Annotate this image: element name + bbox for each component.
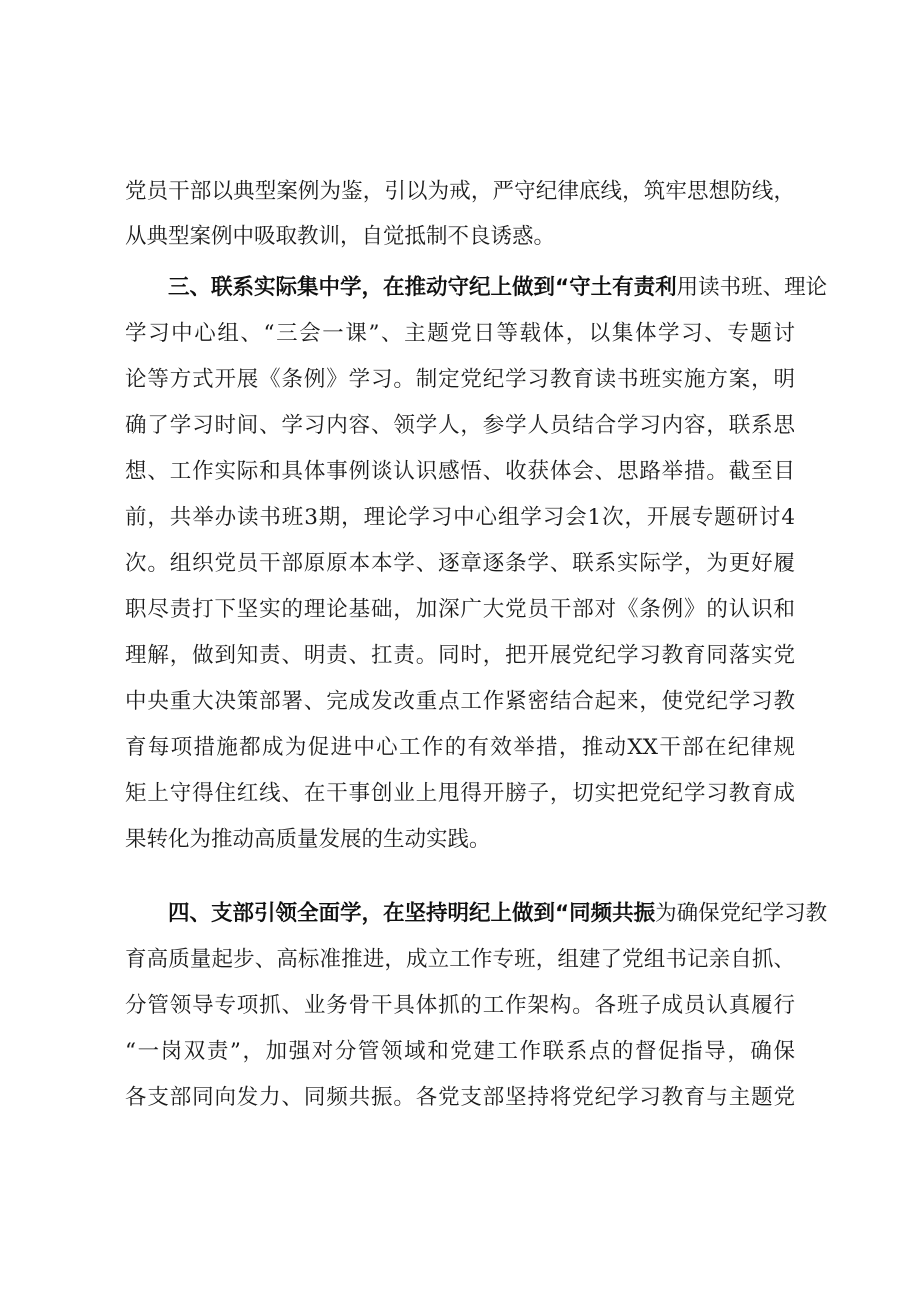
section4-line: 分管领导专项抓、业务骨干具体抓的工作架构。各班子成员认真履行 xyxy=(125,993,795,1018)
section3-line: 学习中心组、“三会一课”、主题党日等载体，以集体学习、专题讨 xyxy=(125,321,795,346)
section4-first-line-rest: 为确保党纪学习教 xyxy=(655,901,828,926)
section3-line: 论等方式开展《条例》学习。制定党纪学习教育读书班实施方案，明 xyxy=(125,367,795,392)
section3-line: 想、工作实际和具体事例谈认识感悟、收获体会、思路举措。截至目 xyxy=(125,459,795,484)
section3-line: 确了学习时间、学习内容、领学人，参学人员结合学习内容，联系思 xyxy=(125,413,795,438)
intro-line-1: 党员干部以典型案例为鉴，引以为戒，严守纪律底线，筑牢思想防线， xyxy=(125,179,795,204)
section3-line: 矩上守得住红线、在干事创业上甩得开膀子，切实把党纪学习教育成 xyxy=(125,781,795,806)
section3-first-line xyxy=(168,268,828,308)
section4-line: 育高质量起步、高标准推进，成立工作专班，组建了党组书记亲自抓、 xyxy=(125,947,795,972)
section4-line: 各支部同向发力、同频共振。各党支部坚持将党纪学习教育与主题党 xyxy=(125,1085,795,1110)
section3-line: 职尽责打下坚实的理论基础，加深广大党员干部对《条例》的认识和 xyxy=(125,597,795,622)
section4-first-line xyxy=(168,894,828,934)
section3-line: 前，共举办读书班3期，理论学习中心组学习会1次，开展专题研讨4 xyxy=(125,505,795,530)
section3-line: 理解，做到知责、明责、扛责。同时，把开展党纪学习教育同落实党 xyxy=(125,643,795,668)
intro-line-2: 从典型案例中吸取教训，自觉抵制不良诱惑。 xyxy=(125,224,556,249)
section4-line: “一岗双责”，加强对分管领域和党建工作联系点的督促指导，确保 xyxy=(125,1039,795,1064)
section4-heading: 四、支部引领全面学，在坚持明纪上做到“同频共振 xyxy=(168,901,656,926)
section3-line: 次。组织党员干部原原本本学、逐章逐条学、联系实际学，为更好履 xyxy=(125,551,795,576)
section3-line: 中央重大决策部署、完成发改重点工作紧密结合起来，使党纪学习教 xyxy=(125,689,795,714)
section3-heading: 三、联系实际集中学，在推动守纪上做到“守土有责利 xyxy=(168,275,677,300)
section3-line: 育每项措施都成为促进中心工作的有效举措，推动XX干部在纪律规 xyxy=(125,735,795,760)
section3-first-line-rest: 用读书班、理论 xyxy=(676,275,828,300)
section3-line: 果转化为推动高质量发展的生动实践。 xyxy=(125,827,491,852)
